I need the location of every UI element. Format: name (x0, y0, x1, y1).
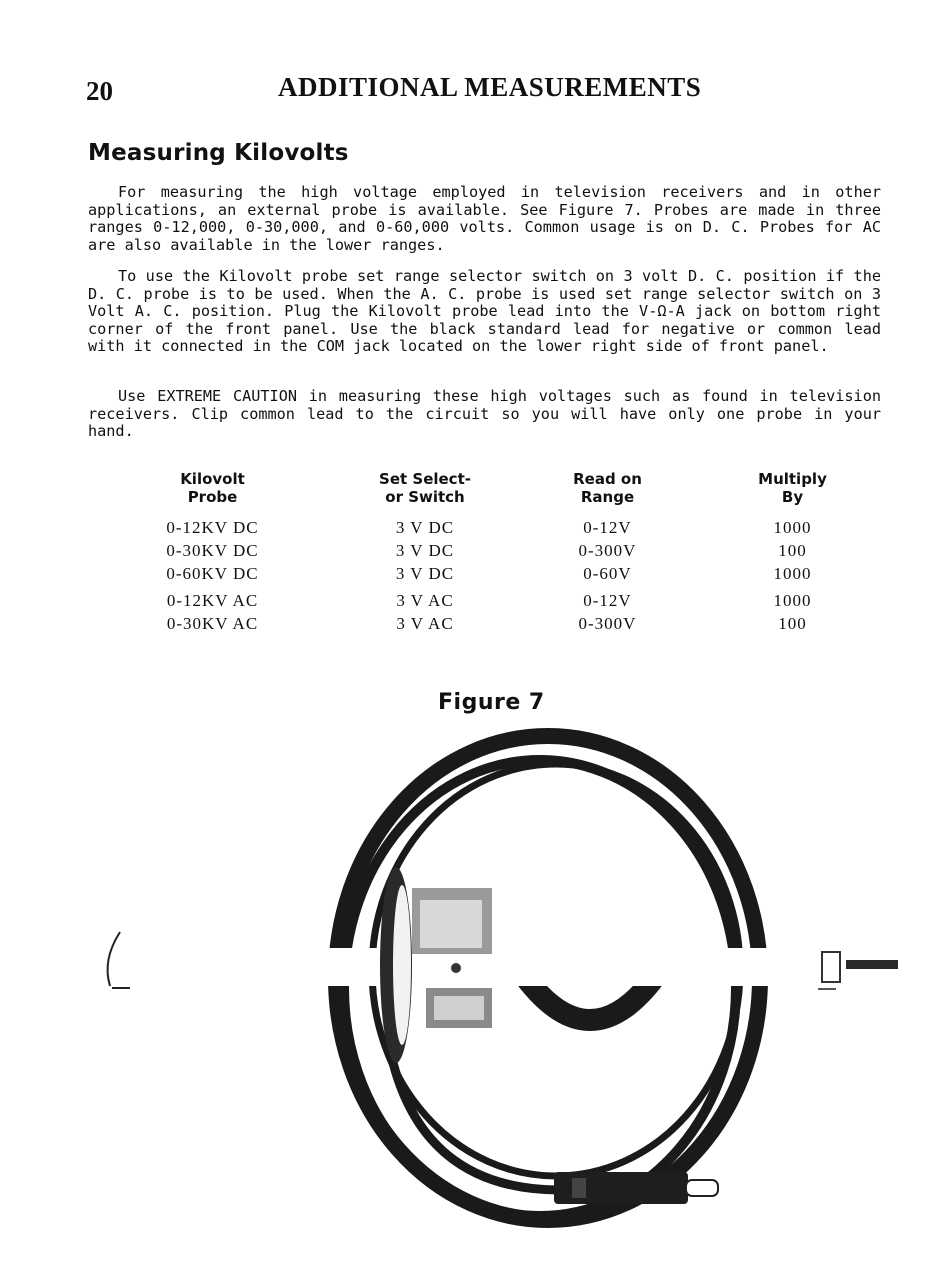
table-cell: 3 V AC (396, 591, 454, 610)
table-cell: 100 (778, 541, 807, 560)
table-cell: 0-12KV AC (166, 591, 259, 610)
table-cell: 0-30KV DC (166, 541, 259, 560)
table-cell: 0-60V (583, 564, 632, 583)
header-line: By (781, 488, 804, 506)
page-number: 20 (86, 76, 113, 106)
table-cell: 100 (778, 614, 807, 633)
table-cell: 3 V DC (395, 518, 455, 537)
banana-plug (554, 1172, 718, 1204)
table-cell: 0-12V (583, 518, 632, 537)
table-cell: 0-300V (578, 614, 637, 633)
kilovolt-probe-photo (0, 720, 940, 1280)
table-cell: 1000 (773, 564, 812, 583)
column-header (130, 470, 295, 516)
header-line: Probe (187, 488, 238, 506)
section-title: Measuring Kilovolts (88, 140, 349, 166)
table-cell: 0-12V (583, 591, 632, 610)
table-cell: 3 V AC (396, 614, 454, 633)
figure-caption: Figure 7 (438, 690, 545, 715)
header-line: Multiply (758, 470, 827, 488)
header-line: Read on (573, 470, 642, 488)
table-cell: 3 V DC (395, 541, 455, 560)
paragraph-intro: For measuring the high voltage employed in television receivers and in other applications, an external probe is available. See Figure 7. Probes are made in three ranges 0-12,000, 0-30,000, and 0-60,000 volts. Common usage is on D. C. Probes for AC are also available in the lower ranges. (88, 183, 881, 254)
table-cell: 0-30KV AC (166, 614, 259, 633)
paragraph-usage: To use the Kilovolt probe set range selector switch on 3 volt D. C. position if the D. C. probe is to be used. When the A. C. probe is used set range selector switch on 3 Volt A. C. position. Plug the Kilovolt probe lead into the V-Ω-A jack on bottom right corner of the front panel. Use the black standard lead for negative or common lead with it connected in the COM jack located on the lower right side of front panel. (88, 267, 881, 356)
table-cell: 1000 (773, 591, 812, 610)
column-kilovolt-probe (130, 470, 295, 635)
table-cell: 0-12KV DC (166, 518, 259, 537)
paragraph-caution: Use EXTREME CAUTION in measuring these high voltages such as found in television receivers. Clip common lead to the circuit so you will have only one probe in your hand. (88, 387, 881, 441)
header-line: Range (580, 488, 635, 506)
column-multiply-by (720, 470, 865, 635)
column-header (345, 470, 505, 516)
column-header (530, 470, 685, 516)
header-line: or Switch (385, 488, 465, 506)
column-selector-switch (345, 470, 505, 635)
header-line: Kilovolt (180, 470, 245, 488)
column-header (720, 470, 865, 516)
column-read-on-range (530, 470, 685, 635)
table-cell: 0-300V (578, 541, 637, 560)
table-cell: 3 V DC (395, 564, 455, 583)
running-head: ADDITIONAL MEASUREMENTS (278, 72, 702, 102)
header-line: Set Select- (379, 470, 471, 488)
table-cell: 0-60KV DC (166, 564, 259, 583)
table-cell: 1000 (773, 518, 812, 537)
